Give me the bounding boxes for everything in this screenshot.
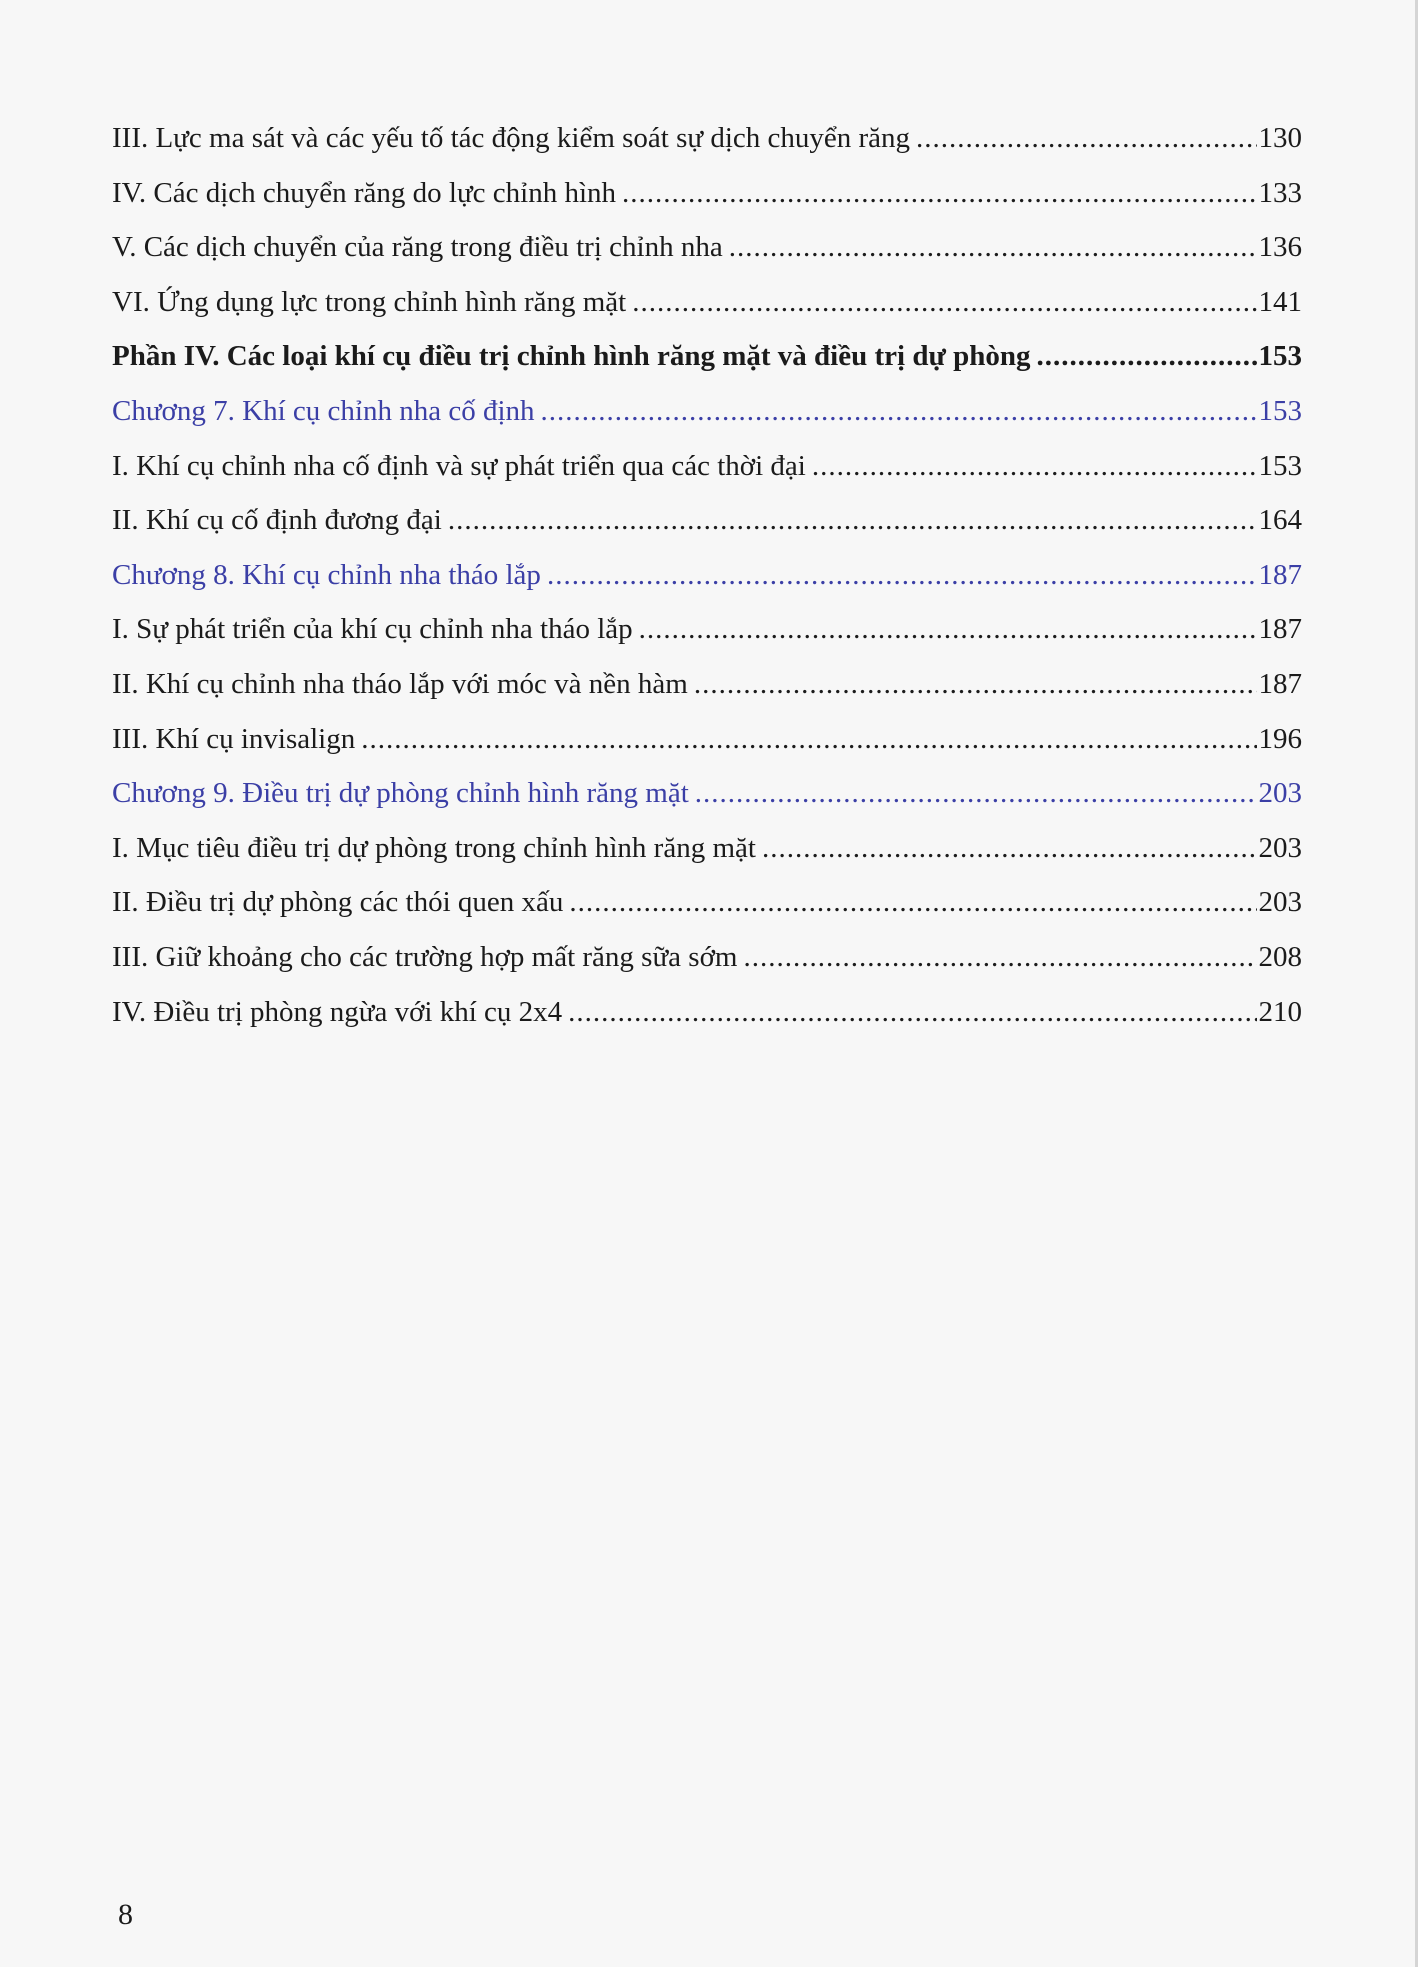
toc-entry-title: III. Khí cụ invisalign bbox=[112, 722, 356, 755]
toc-entry-page: 187 bbox=[1258, 613, 1302, 646]
toc-chapter-heading[interactable] bbox=[112, 395, 1302, 450]
dot-leader bbox=[361, 723, 1256, 756]
toc-entry-page: 187 bbox=[1258, 667, 1302, 700]
toc-entry[interactable] bbox=[112, 177, 1302, 232]
toc-entry-title: Chương 8. Khí cụ chỉnh nha tháo lắp bbox=[112, 558, 541, 591]
toc-entry-page: 187 bbox=[1258, 558, 1302, 591]
dot-leader bbox=[569, 886, 1256, 919]
toc-entry[interactable] bbox=[112, 504, 1302, 559]
toc-entry-title: IV. Các dịch chuyển răng do lực chỉnh hình bbox=[112, 176, 617, 209]
dot-leader bbox=[622, 177, 1256, 210]
toc-entry-title: IV. Điều trị phòng ngừa với khí cụ 2x4 bbox=[112, 995, 563, 1028]
toc-entry-title: Phần IV. Các loại khí cụ điều trị chỉnh hình răng mặt và điều trị dự phòng bbox=[112, 340, 1031, 373]
dot-leader bbox=[695, 777, 1257, 810]
toc-entry[interactable] bbox=[112, 613, 1302, 668]
toc-entry-page: 210 bbox=[1258, 995, 1302, 1028]
dot-leader bbox=[632, 286, 1256, 319]
page-number: 8 bbox=[118, 1898, 133, 1931]
toc-entry-page: 203 bbox=[1258, 831, 1302, 864]
toc-entry[interactable] bbox=[112, 832, 1302, 887]
toc-chapter-heading[interactable] bbox=[112, 777, 1302, 832]
toc-entry-page: 133 bbox=[1258, 176, 1302, 209]
dot-leader bbox=[743, 941, 1256, 974]
toc-entry-page: 130 bbox=[1258, 122, 1302, 154]
toc-entry-title: I. Khí cụ chỉnh nha cố định và sự phát triển qua các thời đại bbox=[112, 449, 806, 482]
dot-leader bbox=[639, 613, 1257, 646]
toc-entry-page: 153 bbox=[1258, 340, 1302, 373]
toc-entry-title: III. Lực ma sát và các yếu tố tác động kiểm soát sự dịch chuyển răng bbox=[112, 122, 911, 154]
toc-entry-title: III. Giữ khoảng cho các trường hợp mất răng sữa sớm bbox=[112, 940, 738, 973]
dot-leader bbox=[448, 504, 1257, 537]
toc-entry[interactable] bbox=[112, 723, 1302, 778]
toc-entry-title: II. Khí cụ cố định đương đại bbox=[112, 504, 442, 537]
toc-entry-page: 141 bbox=[1258, 285, 1302, 318]
toc-entry-page: 153 bbox=[1258, 394, 1302, 427]
toc-entry-title: II. Điều trị dự phòng các thói quen xấu bbox=[112, 886, 564, 919]
toc-entry-title: VI. Ứng dụng lực trong chỉnh hình răng mặt bbox=[112, 285, 627, 318]
toc-entry-page: 153 bbox=[1258, 449, 1302, 482]
dot-leader bbox=[547, 559, 1257, 592]
toc-entry[interactable] bbox=[112, 122, 1302, 177]
toc-chapter-heading[interactable] bbox=[112, 559, 1302, 614]
toc-entry-title: II. Khí cụ chỉnh nha tháo lắp với móc và nền hàm bbox=[112, 667, 688, 700]
toc-entry-page: 164 bbox=[1258, 504, 1302, 537]
toc-entry-title: I. Sự phát triển của khí cụ chỉnh nha tháo lắp bbox=[112, 613, 633, 646]
dot-leader bbox=[694, 668, 1257, 701]
toc-entry-title: V. Các dịch chuyển của răng trong điều trị chỉnh nha bbox=[112, 231, 723, 264]
toc-entry[interactable] bbox=[112, 231, 1302, 286]
toc-part-heading[interactable] bbox=[112, 340, 1302, 395]
dot-leader bbox=[568, 996, 1256, 1029]
toc-entry-page: 203 bbox=[1258, 886, 1302, 919]
toc-entry-page: 208 bbox=[1258, 940, 1302, 973]
dot-leader bbox=[541, 395, 1257, 428]
toc-entry[interactable] bbox=[112, 450, 1302, 505]
toc-entry-title: Chương 7. Khí cụ chỉnh nha cố định bbox=[112, 394, 535, 427]
toc-entry-title: I. Mục tiêu điều trị dự phòng trong chỉnh hình răng mặt bbox=[112, 831, 756, 864]
dot-leader bbox=[916, 122, 1256, 155]
dot-leader bbox=[812, 450, 1257, 483]
toc-entry[interactable] bbox=[112, 668, 1302, 723]
toc-entry[interactable] bbox=[112, 286, 1302, 341]
dot-leader bbox=[762, 832, 1257, 865]
toc-entry[interactable] bbox=[112, 996, 1302, 1051]
toc-entry-page: 136 bbox=[1258, 231, 1302, 264]
table-of-contents bbox=[112, 122, 1302, 1050]
toc-entry-page: 196 bbox=[1258, 722, 1302, 755]
dot-leader bbox=[1036, 340, 1256, 373]
toc-entry[interactable] bbox=[112, 886, 1302, 941]
toc-entry[interactable] bbox=[112, 941, 1302, 996]
dot-leader bbox=[729, 231, 1257, 264]
toc-entry-title: Chương 9. Điều trị dự phòng chỉnh hình răng mặt bbox=[112, 777, 689, 810]
toc-entry-page: 203 bbox=[1258, 777, 1302, 810]
